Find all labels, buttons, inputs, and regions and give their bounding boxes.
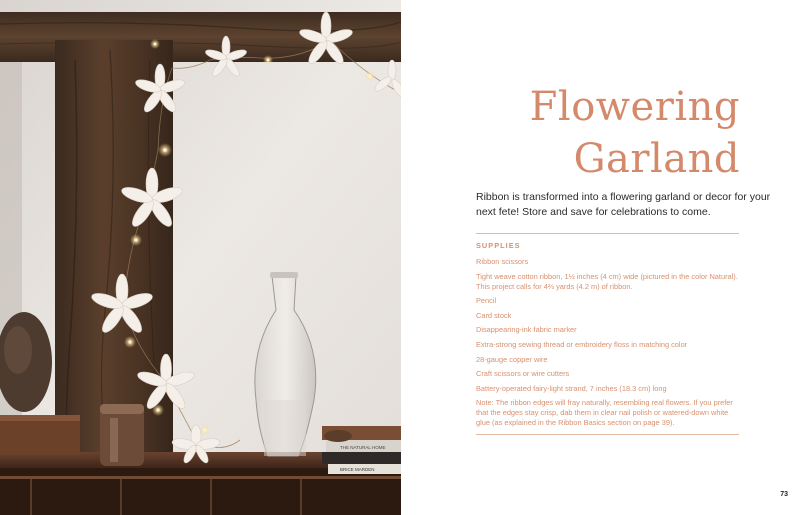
svg-text:THE NATURAL HOME: THE NATURAL HOME	[340, 445, 386, 450]
supplies-heading: SUPPLIES	[476, 241, 521, 250]
text-page	[401, 0, 800, 515]
supply-item: Battery-operated fairy-light strand, 7 inches (18.3 cm) long	[476, 383, 667, 393]
bottom-divider	[476, 434, 739, 435]
supply-item: Disappearing-ink fabric marker	[476, 325, 577, 335]
title-line-2: Garland	[573, 135, 740, 182]
intro-paragraph: Ribbon is transformed into a flowering garland or decor for your next fete! Store and save for celebrations to come.	[476, 191, 771, 218]
page-title	[530, 81, 740, 185]
page-number: 73	[780, 491, 788, 498]
supply-item: Pencil	[476, 296, 497, 306]
supply-item: Craft scissors or wire cutters	[476, 369, 570, 379]
supplies-list	[476, 241, 742, 433]
svg-text:BRICE MARDEN: BRICE MARDEN	[340, 467, 375, 472]
supply-item: Ribbon scissors	[476, 257, 529, 266]
supply-item: Card stock	[476, 310, 512, 320]
title-line-1: Flowering	[529, 83, 740, 130]
supplies-note: Note: The ribbon edges will fray naturally, resembling real flowers. If you prefer that the edges stay crisp, dab them in clear nail polish or watered-down white glue (as explained in the Ribbon Basics section on page 39).	[476, 398, 733, 428]
supply-item: Extra-strong sewing thread or embroidery floss in matching color	[476, 339, 688, 349]
supply-item: Tight weave cotton ribbon, 1½ inches (4 cm) wide (pictured in the color Natural). This project calls for 4⅔ yards (4.2 m) of ribbon.	[476, 271, 738, 291]
top-divider	[476, 233, 739, 234]
supply-item: 28-gauge copper wire	[476, 354, 548, 364]
